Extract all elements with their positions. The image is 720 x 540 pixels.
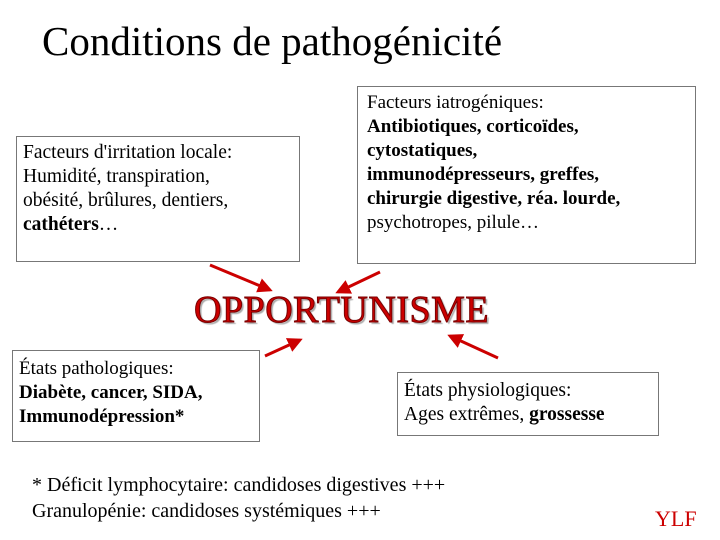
pathological-heading: États pathologiques: (19, 358, 174, 379)
local-irritation-heading: Facteurs d'irritation locale: (23, 142, 233, 163)
iatrogenic-heading: Facteurs iatrogéniques: (367, 92, 544, 113)
ellipsis-text: … (98, 214, 119, 235)
iatrogenic-line: immunodépresseurs, greffes, (367, 164, 600, 185)
iatrogenic-line: Antibiotiques, corticoïdes, (367, 116, 579, 137)
local-irritation-line: obésité, brûlures, dentiers, (23, 190, 229, 211)
arrow-from-local-irritation (210, 265, 270, 290)
author-signature: YLF (655, 506, 697, 531)
page-title: Conditions de pathogénicité (42, 18, 503, 64)
physiological-prefix: Ages extrêmes, (404, 404, 530, 425)
footnote-line: * Déficit lymphocytaire: candidoses digestives +++ (32, 474, 446, 496)
pathological-line: Immunodépression* (19, 406, 185, 427)
footnote-line: Granulopénie: candidoses systémiques +++ (32, 500, 381, 522)
local-irritation-line: Humidité, transpiration, (23, 166, 210, 187)
arrow-from-pathological (265, 340, 300, 356)
iatrogenic-line: cytostatiques, (367, 140, 478, 161)
iatrogenic-line: chirurgie digestive, réa. lourde, (367, 188, 621, 209)
pathological-line: Diabète, cancer, SIDA, (19, 382, 203, 403)
arrow-from-iatrogenic (338, 272, 380, 292)
catheters-text: cathéters (23, 214, 99, 235)
pregnancy-text: grossesse (529, 404, 605, 425)
iatrogenic-line: psychotropes, pilule… (367, 212, 540, 233)
arrow-from-physiological (450, 336, 498, 358)
footnote (32, 472, 445, 524)
center-label: OPPORTUNISME (194, 289, 490, 331)
physiological-heading: États physiologiques: (404, 380, 572, 401)
